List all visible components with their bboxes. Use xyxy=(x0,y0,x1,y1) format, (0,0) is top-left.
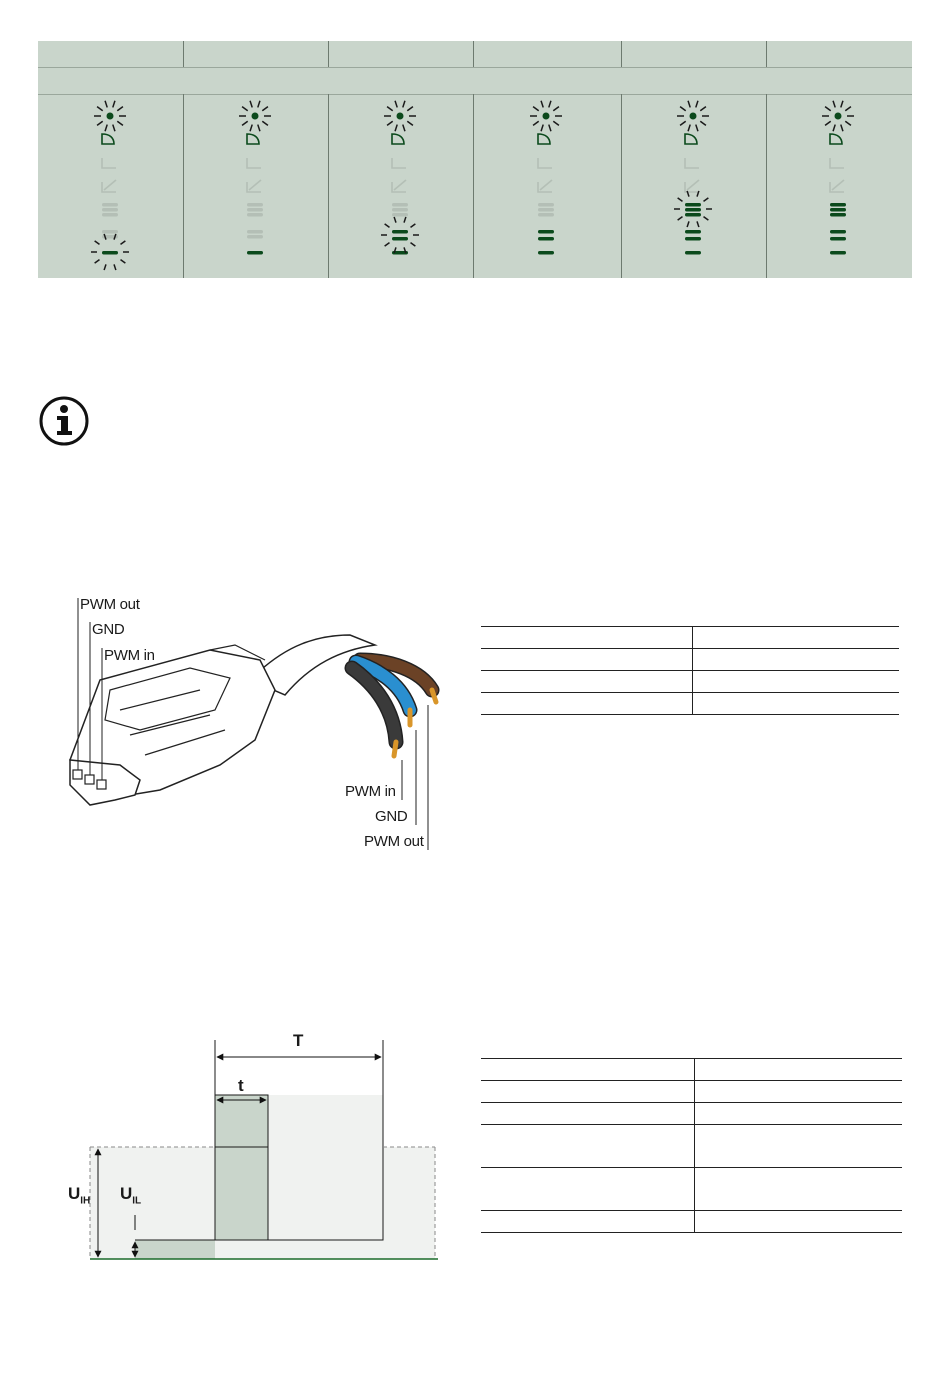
period-label: T xyxy=(293,1031,304,1050)
table-row xyxy=(481,1211,902,1233)
sensor-led-icon xyxy=(677,101,709,144)
sensor-led-icon xyxy=(94,101,126,144)
inactive-icons xyxy=(538,158,552,192)
table-row xyxy=(481,693,899,715)
led-indicator-stack xyxy=(621,94,766,278)
signal-spec-table xyxy=(481,1058,902,1233)
table-row xyxy=(481,1168,902,1211)
led-column-4 xyxy=(474,94,619,278)
inactive-icons xyxy=(102,158,116,192)
sensor-led-icon xyxy=(239,101,271,144)
inactive-icons xyxy=(392,158,406,192)
led-table-subheader-row xyxy=(38,68,912,95)
led-indicator-stack xyxy=(766,94,911,278)
divider xyxy=(766,41,767,67)
table-row xyxy=(481,1081,902,1103)
led-column-6 xyxy=(766,94,911,278)
voltage-low-symbol: U xyxy=(120,1184,133,1203)
label-pwm-out-right: PWM out xyxy=(364,833,424,850)
pulse-width-label: t xyxy=(238,1076,244,1095)
led-indicator-stack xyxy=(38,94,183,278)
table-row xyxy=(481,671,899,693)
led-column-5 xyxy=(621,94,766,278)
led-indicator-stack xyxy=(183,94,328,278)
table-row xyxy=(481,1125,902,1168)
table-row xyxy=(481,627,899,649)
inactive-icons xyxy=(247,158,261,192)
label-gnd-left: GND xyxy=(92,621,125,638)
led-column-1 xyxy=(38,94,183,278)
led-indicator-stack xyxy=(328,94,473,278)
label-pwm-in-right: PWM in xyxy=(345,783,396,800)
led-indicator-stack xyxy=(474,94,619,278)
label-pwm-in-left: PWM in xyxy=(104,647,155,664)
led-status-table xyxy=(38,41,912,278)
voltage-low-subscript: IL xyxy=(132,1195,142,1207)
voltage-high-subscript: IH xyxy=(80,1195,91,1207)
inactive-icons xyxy=(685,158,699,192)
table-row xyxy=(481,649,899,671)
info-icon xyxy=(38,395,90,447)
sensor-led-icon xyxy=(822,101,854,144)
label-pwm-out-left: PWM out xyxy=(80,596,140,613)
inactive-icons xyxy=(830,158,844,192)
table-row xyxy=(481,1103,902,1125)
led-table-header-row xyxy=(38,41,912,68)
voltage-high-label xyxy=(68,1184,90,1206)
divider xyxy=(473,41,474,67)
divider xyxy=(328,41,329,67)
led-column-2 xyxy=(183,94,328,278)
voltage-high-symbol: U xyxy=(68,1184,81,1203)
divider xyxy=(621,41,622,67)
sensor-led-icon xyxy=(530,101,562,144)
sensor-led-icon xyxy=(384,101,416,144)
table-row xyxy=(481,1059,902,1081)
pwm-timing-diagram xyxy=(60,1025,450,1275)
label-gnd-right: GND xyxy=(375,808,408,825)
divider xyxy=(183,41,184,67)
pin-table xyxy=(481,626,899,715)
voltage-low-label xyxy=(120,1184,141,1206)
led-column-3 xyxy=(328,94,473,278)
